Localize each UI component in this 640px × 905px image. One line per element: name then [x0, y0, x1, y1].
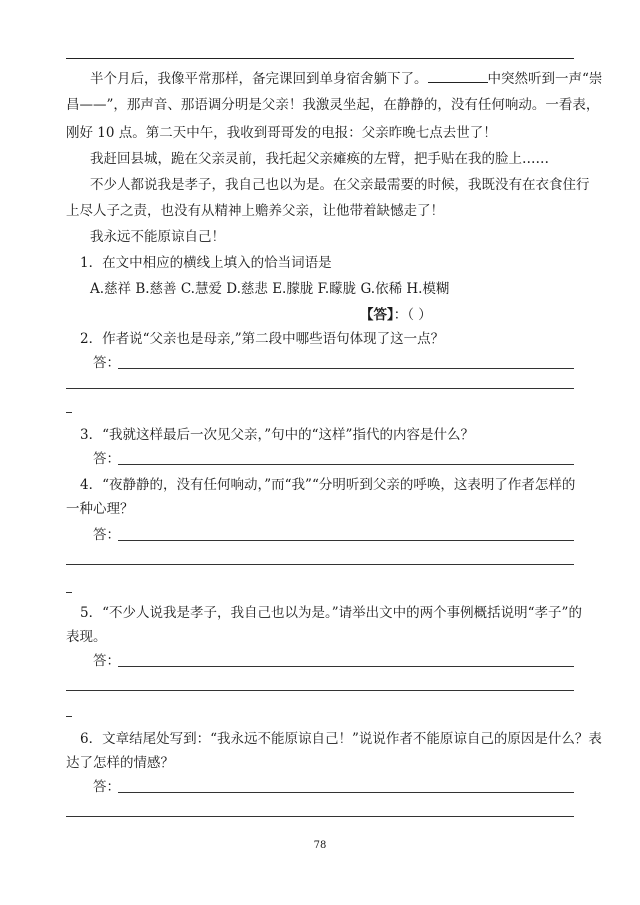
- question-2: 2．作者说“父亲也是母亲,”第二段中哪些语句体现了这一点？: [80, 331, 445, 347]
- answer-line[interactable]: [66, 564, 574, 565]
- question-6-line-1: 6．文章结尾处写到：“我永远不能原谅自己！”说说作者不能原谅自己的原因是什么？表: [80, 731, 602, 747]
- answer-line[interactable]: [66, 388, 574, 389]
- question-4-line-2: 一种心理？: [66, 501, 134, 517]
- answer-line[interactable]: [66, 816, 574, 817]
- answer-prefix: 答：: [93, 653, 120, 669]
- passage-text: 中突然听到一声“崇: [487, 71, 603, 87]
- passage-text: 半个月后，我像平常那样，备完课回到单身宿舍躺下了。: [90, 71, 428, 87]
- question-4-line-1: 4．“夜静静的，没有任何响动，”而“我”“分明听到父亲的呼唤，这表明了作者怎样的: [80, 477, 576, 493]
- line-dash: [66, 592, 72, 593]
- passage-line-2: 昌——”，那声音、那语调分明是父亲！我激灵坐起，在静静的，没有任何响动。一看表，: [66, 97, 600, 113]
- page-number: 78: [313, 840, 327, 851]
- answer-line[interactable]: [66, 690, 574, 691]
- passage-line-6: 上尽人子之责，也没有从精神上赡养父亲，让他带着缺憾走了！: [66, 203, 444, 219]
- question-1-answer: [360, 306, 432, 324]
- answer-prefix: 答：: [93, 779, 120, 795]
- question-6-line-2: 达了怎样的情感？: [66, 755, 174, 771]
- question-1-options: A.慈祥 B.慈善 C.慧爱 D.慈悲 E.朦胧 F.矇胧 G.依稀 H.模糊: [90, 281, 450, 297]
- passage-line-5: 不少人都说我是孝子，我自己也以为是。在父亲最需要的时候，我既没有在衣食住行: [90, 177, 590, 193]
- header-rule: [66, 58, 574, 59]
- answer-line[interactable]: [118, 368, 574, 369]
- passage-line-7: 我永远不能原谅自己！: [90, 229, 225, 245]
- answer-prefix: 答：: [93, 527, 120, 543]
- question-3: 3．“我就这样最后一次见父亲，”句中的“这样”指代的内容是什么？: [80, 427, 474, 443]
- question-1: 1．在文中相应的横线上填入的恰当词语是: [80, 255, 332, 271]
- answer-line[interactable]: [118, 666, 574, 667]
- answer-line[interactable]: [118, 792, 574, 793]
- passage-line-3: 刚好 10 点。第二天中午，我收到哥哥发的电报：父亲昨晚七点去世了！: [66, 125, 497, 141]
- question-5-line-1: 5．“不少人说我是孝子，我自己也以为是。”请举出文中的两个事例概括说明“孝子”的: [80, 605, 582, 621]
- answer-label: 【答】: [360, 307, 394, 323]
- line-dash: [66, 716, 72, 717]
- fill-blank: [428, 68, 488, 83]
- answer-prefix: 答：: [93, 355, 120, 371]
- answer-paren: ：（ ）: [393, 307, 432, 323]
- question-5-line-2: 表现。: [66, 629, 107, 645]
- answer-prefix: 答：: [93, 451, 120, 467]
- passage-line-1: [90, 68, 602, 88]
- answer-line[interactable]: [118, 464, 574, 465]
- answer-line[interactable]: [118, 540, 574, 541]
- line-dash: [66, 412, 72, 413]
- passage-line-4: 我赶回县城，跪在父亲灵前，我托起父亲瘫痪的左臂，把手贴在我的脸上……: [90, 151, 549, 167]
